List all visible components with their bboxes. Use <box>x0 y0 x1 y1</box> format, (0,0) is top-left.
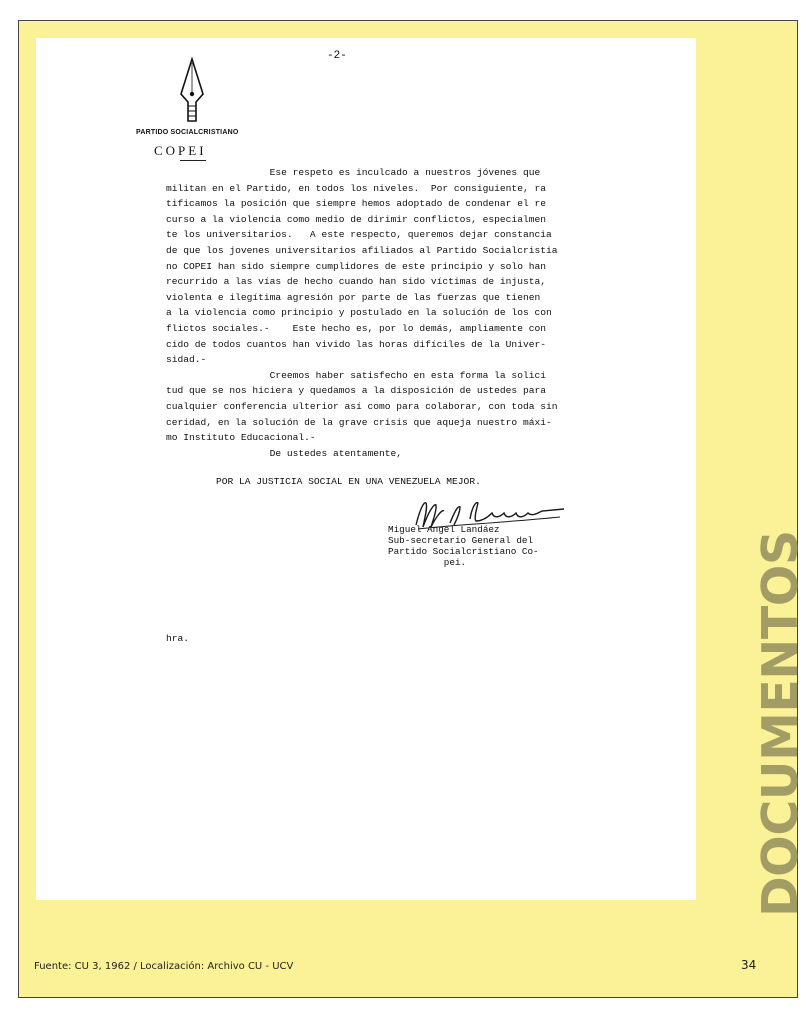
pen-nib-logo-icon <box>176 58 208 122</box>
letter-line: ceridad, en la solución de la grave crisis que aqueja nuestro máxi- <box>166 416 552 428</box>
letter-line: a la violencia como principio y postulado en la solución de los con <box>166 307 552 319</box>
letter-line: violenta e ilegítima agresión por parte de las fuerzas que tienen <box>166 291 541 303</box>
section-side-title: DOCUMENTOS <box>752 530 809 917</box>
letter-line: recurrido a las vías de hecho cuando han sido víctimas de injusta, <box>166 276 546 288</box>
letter-line: De ustedes atentamente, <box>166 447 403 459</box>
source-caption: Fuente: CU 3, 1962 / Localización: Archivo CU - UCV <box>34 961 294 972</box>
letter-line: cualquier conferencia ulterior así como para colaborar, con toda sin <box>166 400 558 412</box>
party-name: PARTIDO SOCIALCRISTIANO <box>136 129 239 136</box>
acronym-underline <box>180 160 206 161</box>
letter-line: te los universitarios. A este respecto, queremos dejar constancia <box>166 229 552 241</box>
letter-line: flictos sociales.- Este hecho es, por lo demás, ampliamente con <box>166 322 546 334</box>
letter-line: sidad.- <box>166 354 207 366</box>
closing-slogan: POR LA JUSTICIA SOCIAL EN UNA VENEZUELA MEJOR. <box>216 476 481 487</box>
letter-line: tud que se nos hiciera y quedamos a la disposición de ustedes para <box>166 385 546 397</box>
letter-body <box>166 165 606 461</box>
letter-line: no COPEI han sido siempre cumplidores de este principio y solo han <box>166 260 546 272</box>
letter-line: tificamos la posición que siempre hemos adoptado de condenar el re <box>166 198 546 210</box>
letter-line: Ese respeto es inculcado a nuestros jóvenes que <box>166 167 541 178</box>
page-number: 34 <box>741 958 757 972</box>
letter-line: cido de todos cuantos han vivido las horas difíciles de la Univer- <box>166 338 546 350</box>
letter-line: curso a la violencia como medio de dirimir conflictos, especialmen <box>166 213 546 225</box>
signature-block <box>388 524 539 568</box>
signatory-title-line-1: Sub-secretario General del <box>388 535 534 546</box>
typist-initials: hra. <box>166 633 190 644</box>
party-acronym: COPEI <box>154 143 207 158</box>
document-page-marker: -2- <box>327 50 347 62</box>
signatory-name: Miguel Angel Landáez <box>388 524 500 535</box>
letter-line: Creemos haber satisfecho en esta forma la solici <box>166 369 546 381</box>
letter-line: de que los jovenes universitarios afiliados al Partido Socialcristia <box>166 244 558 256</box>
letter-line: militan en el Partido, en todos los niveles. Por consiguiente, ra <box>166 182 546 194</box>
signatory-title-line-3: pei. <box>388 557 467 568</box>
signatory-title-line-2: Partido Socialcristiano Co- <box>388 546 539 557</box>
letter-line: mo Instituto Educacional.- <box>166 432 316 444</box>
